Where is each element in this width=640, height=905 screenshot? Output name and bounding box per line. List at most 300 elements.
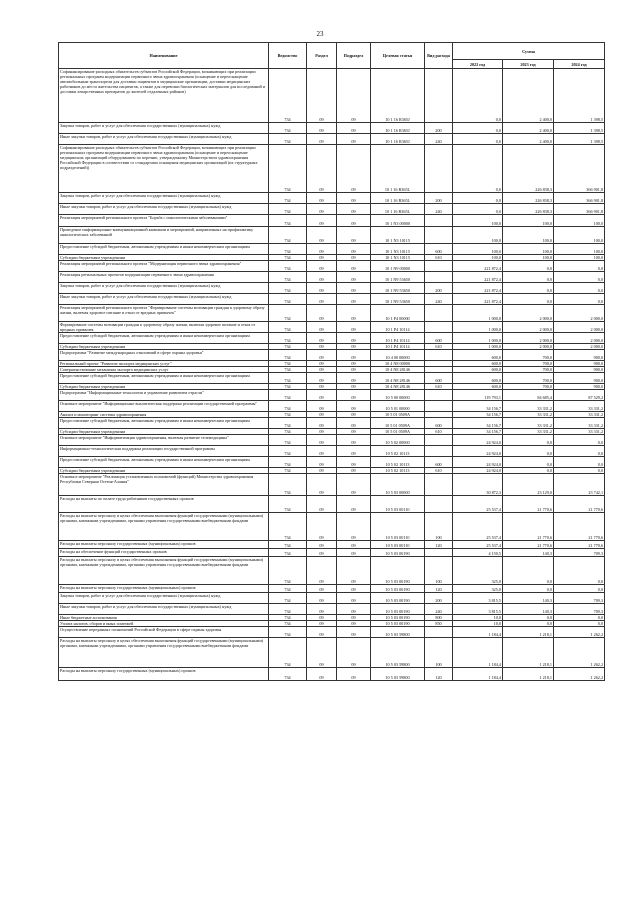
- row-vedomstvo: 734: [269, 541, 307, 549]
- row-sum-2022: 119 793,1: [453, 390, 503, 401]
- row-sum-2024: 709,3: [554, 604, 605, 615]
- row-sum-2024: 1 398,5: [554, 134, 605, 145]
- row-vid: [425, 446, 453, 457]
- table-row: [59, 496, 605, 513]
- row-name: Совершенствование механизма экспорта медицинских услуг: [59, 367, 269, 373]
- table-row: [59, 435, 605, 446]
- row-sum-2024: 2 000,0: [554, 322, 605, 333]
- row-podrazdel: 09: [337, 668, 371, 681]
- table-row: [59, 418, 605, 429]
- row-vid: 120: [425, 585, 453, 593]
- table-row: [59, 215, 605, 227]
- row-vid: [425, 435, 453, 446]
- row-vid: [425, 390, 453, 401]
- row-vid: [425, 227, 453, 244]
- row-sum-2024: 21 770,6: [554, 541, 605, 549]
- row-name: Реализация мероприятий регионального проекта "Формирование системы мотивации граждан к здоровому образу жизни, включая здоровое питание и отказ от вредных привычек": [59, 305, 269, 322]
- row-vid: 240: [425, 204, 453, 215]
- row-razdel: 09: [307, 621, 337, 627]
- row-sum-2023: 700,0: [503, 384, 554, 390]
- row-podrazdel: 09: [337, 446, 371, 457]
- row-sum-2023: 84 685,4: [503, 390, 554, 401]
- row-sum-2022: 24 924,0: [453, 468, 503, 474]
- row-sum-2024: 0,0: [554, 283, 605, 294]
- row-vid: 120: [425, 541, 453, 549]
- row-sum-2022: 0,0: [453, 193, 503, 204]
- row-celevaya: 10 5 03 00190: [371, 621, 425, 627]
- row-razdel: 09: [307, 272, 337, 283]
- table-row: [59, 513, 605, 541]
- row-vid: 800: [425, 615, 453, 621]
- row-sum-2024: 33 331,2: [554, 412, 605, 418]
- row-celevaya: 10 5 01 00000: [371, 401, 425, 412]
- row-sum-2024: 100,0: [554, 227, 605, 244]
- row-sum-2022: 600,0: [453, 350, 503, 361]
- row-vid: [425, 496, 453, 513]
- row-name: Закупка товаров, работ и услуг для обеспечения государственных (муниципальных) нужд: [59, 193, 269, 204]
- row-sum-2024: 33 331,2: [554, 401, 605, 412]
- row-name: Расходы на выплаты персоналу государственных (муниципальных) органов: [59, 668, 269, 681]
- table-row: [59, 627, 605, 638]
- row-sum-2024: 2 000,0: [554, 305, 605, 322]
- row-sum-2023: 0,0: [503, 446, 554, 457]
- row-vedomstvo: 734: [269, 384, 307, 390]
- header-vid: Вид расхода: [425, 43, 453, 69]
- row-sum-2024: 366 901,8: [554, 193, 605, 204]
- row-podrazdel: 09: [337, 344, 371, 350]
- row-vid: 610: [425, 429, 453, 435]
- row-razdel: 09: [307, 668, 337, 681]
- row-celevaya: 10 1 16 R365J: [371, 69, 425, 123]
- row-podrazdel: 09: [337, 390, 371, 401]
- row-razdel: 09: [307, 412, 337, 418]
- row-sum-2022: 10,0: [453, 615, 503, 621]
- row-celevaya: 10 5 03 00190: [371, 604, 425, 615]
- row-sum-2023: 100,0: [503, 215, 554, 227]
- row-razdel: 09: [307, 429, 337, 435]
- row-sum-2023: 2 000,0: [503, 333, 554, 344]
- row-vedomstvo: 734: [269, 668, 307, 681]
- table-row: [59, 593, 605, 604]
- row-vedomstvo: 734: [269, 412, 307, 418]
- row-celevaya: 10 1 16 R365J: [371, 134, 425, 145]
- budget-table: [58, 42, 605, 681]
- row-celevaya: 10 1 N3 10115: [371, 244, 425, 255]
- row-sum-2023: 21 770,6: [503, 541, 554, 549]
- row-podrazdel: 09: [337, 283, 371, 294]
- row-podrazdel: 09: [337, 604, 371, 615]
- row-celevaya: 10 5 03 00190: [371, 585, 425, 593]
- row-razdel: 09: [307, 261, 337, 272]
- row-sum-2023: 2 400,0: [503, 123, 554, 134]
- row-name: Реализация мероприятий регионального проекта "Модернизация первичного звена здравоохранения": [59, 261, 269, 272]
- row-sum-2023: 140,3: [503, 604, 554, 615]
- row-razdel: 09: [307, 468, 337, 474]
- row-vedomstvo: 734: [269, 557, 307, 585]
- row-name: Анализ и мониторинг системы здравоохранения: [59, 412, 269, 418]
- table-row: [59, 446, 605, 457]
- row-name: Предоставление субсидий бюджетным, автономным учреждениям и иным некоммерческим организациям: [59, 244, 269, 255]
- table-row: [59, 373, 605, 384]
- row-razdel: 09: [307, 305, 337, 322]
- row-sum-2024: 100,0: [554, 215, 605, 227]
- row-sum-2024: 87 529,2: [554, 390, 605, 401]
- row-podrazdel: 09: [337, 322, 371, 333]
- row-vid: 100: [425, 513, 453, 541]
- row-sum-2024: 1 262,2: [554, 638, 605, 668]
- row-sum-2024: 709,3: [554, 593, 605, 604]
- row-sum-2022: 34 156,7: [453, 418, 503, 429]
- row-celevaya: 10 5 03 00110: [371, 541, 425, 549]
- row-razdel: 09: [307, 549, 337, 557]
- row-name: Расходы на выплаты персоналу государственных (муниципальных) органов: [59, 541, 269, 549]
- row-sum-2024: 1 398,5: [554, 123, 605, 134]
- table-row: [59, 457, 605, 468]
- row-vedomstvo: 734: [269, 272, 307, 283]
- row-vedomstvo: 734: [269, 435, 307, 446]
- row-sum-2024: 0,0: [554, 294, 605, 305]
- row-podrazdel: 09: [337, 145, 371, 193]
- row-sum-2023: 2 400,0: [503, 69, 554, 123]
- table-row: [59, 272, 605, 283]
- row-sum-2023: 0,0: [503, 615, 554, 621]
- row-sum-2023: 33 331,2: [503, 418, 554, 429]
- row-podrazdel: 09: [337, 261, 371, 272]
- row-podrazdel: 09: [337, 367, 371, 373]
- table-row: [59, 333, 605, 344]
- row-podrazdel: 09: [337, 305, 371, 322]
- row-razdel: 09: [307, 585, 337, 593]
- row-vid: [425, 401, 453, 412]
- row-vedomstvo: 734: [269, 446, 307, 457]
- row-name: Субсидии бюджетным учреждениям: [59, 344, 269, 350]
- row-vedomstvo: 734: [269, 227, 307, 244]
- row-podrazdel: 09: [337, 549, 371, 557]
- row-celevaya: 10 5 03 59800: [371, 668, 425, 681]
- row-vedomstvo: 734: [269, 513, 307, 541]
- row-celevaya: 10 1 N9 53650: [371, 283, 425, 294]
- row-sum-2023: 0,0: [503, 557, 554, 585]
- row-sum-2022: 34 156,7: [453, 412, 503, 418]
- header-year-2024: 2024 год: [554, 60, 605, 69]
- row-celevaya: 10 5 03 00190: [371, 615, 425, 621]
- row-podrazdel: 09: [337, 418, 371, 429]
- row-razdel: 09: [307, 513, 337, 541]
- row-vid: 120: [425, 668, 453, 681]
- row-sum-2022: 25 537,4: [453, 496, 503, 513]
- row-name: Предоставление субсидий бюджетным, автономным учреждениям и иным некоммерческим организациям: [59, 457, 269, 468]
- row-sum-2023: 700,0: [503, 361, 554, 367]
- row-razdel: 09: [307, 638, 337, 668]
- row-name: Основное мероприятие "Реализация установленных полномочий (функций) Министерства здравоохранения Республики Северная Осетия-Алания": [59, 474, 269, 496]
- row-vid: [425, 272, 453, 283]
- row-vid: [425, 261, 453, 272]
- row-sum-2023: 1 218,1: [503, 627, 554, 638]
- row-name: Иные закупки товаров, работ и услуг для обеспечения государственных (муниципальных) нужд: [59, 134, 269, 145]
- row-sum-2023: 1 218,1: [503, 668, 554, 681]
- row-podrazdel: 09: [337, 350, 371, 361]
- row-sum-2024: 0,0: [554, 272, 605, 283]
- row-name: Расходы на выплаты персоналу государственных (муниципальных) органов: [59, 585, 269, 593]
- row-vedomstvo: 734: [269, 549, 307, 557]
- row-sum-2024: 0,0: [554, 261, 605, 272]
- row-podrazdel: 09: [337, 272, 371, 283]
- row-sum-2024: 366 901,8: [554, 145, 605, 193]
- row-vid: 200: [425, 283, 453, 294]
- row-name: Расходы на выплаты по оплате труда работников государственных органов: [59, 496, 269, 513]
- row-vid: 610: [425, 384, 453, 390]
- row-vedomstvo: 734: [269, 457, 307, 468]
- row-celevaya: 10 1 P4 10114: [371, 344, 425, 350]
- table-row: [59, 604, 605, 615]
- header-year-2023: 2023 год: [503, 60, 554, 69]
- row-vedomstvo: 734: [269, 193, 307, 204]
- row-sum-2023: 33 331,2: [503, 429, 554, 435]
- row-vid: 100: [425, 638, 453, 668]
- row-name: Реализация мероприятий регионального проекта "Борьба с онкологическими заболеваниями": [59, 215, 269, 227]
- row-sum-2023: 700,0: [503, 367, 554, 373]
- row-celevaya: 10 1 16 R365L: [371, 204, 425, 215]
- row-sum-2022: 1 000,0: [453, 344, 503, 350]
- row-name: Закупка товаров, работ и услуг для обеспечения государственных (муниципальных) нужд: [59, 593, 269, 604]
- row-razdel: 09: [307, 384, 337, 390]
- row-razdel: 09: [307, 446, 337, 457]
- row-celevaya: 10 4 N8 28146: [371, 384, 425, 390]
- row-sum-2023: 2 000,0: [503, 305, 554, 322]
- row-vedomstvo: 734: [269, 496, 307, 513]
- row-razdel: 09: [307, 435, 337, 446]
- row-sum-2022: 0,0: [453, 204, 503, 215]
- row-celevaya: 10 1 16 R365J: [371, 123, 425, 134]
- header-name: Наименование: [59, 43, 269, 69]
- row-name: Осуществление переданных полномочий Российской Федерации в сфере охраны здоровья: [59, 627, 269, 638]
- row-celevaya: 10 5 03 59800: [371, 627, 425, 638]
- row-sum-2022: 325,0: [453, 557, 503, 585]
- row-razdel: 09: [307, 541, 337, 549]
- row-vedomstvo: 734: [269, 123, 307, 134]
- row-vedomstvo: 734: [269, 621, 307, 627]
- header-summa: Сумма: [453, 43, 605, 60]
- row-celevaya: 10 1 P4 10114: [371, 333, 425, 344]
- row-vedomstvo: 734: [269, 145, 307, 193]
- table-row: [59, 549, 605, 557]
- row-sum-2022: 34 156,7: [453, 401, 503, 412]
- row-name: Подпрограмма "Развитие международных отношений в сфере охраны здоровья": [59, 350, 269, 361]
- row-podrazdel: 09: [337, 429, 371, 435]
- row-celevaya: 10 5 02 10113: [371, 468, 425, 474]
- row-sum-2022: 1 000,0: [453, 322, 503, 333]
- row-sum-2023: 21 770,6: [503, 513, 554, 541]
- row-sum-2024: 33 331,2: [554, 418, 605, 429]
- row-sum-2024: 23 742,1: [554, 474, 605, 496]
- table-row: [59, 294, 605, 305]
- row-celevaya: 10 5 02 00000: [371, 435, 425, 446]
- row-razdel: 09: [307, 367, 337, 373]
- row-vid: [425, 145, 453, 193]
- row-name: Уплата налогов, сборов и иных платежей: [59, 621, 269, 627]
- row-celevaya: 10 4 N8 28146: [371, 367, 425, 373]
- row-celevaya: 10 1 16 R365L: [371, 145, 425, 193]
- row-sum-2022: 221 872,4: [453, 261, 503, 272]
- row-podrazdel: 09: [337, 227, 371, 244]
- row-name: Иные бюджетные ассигнования: [59, 615, 269, 621]
- row-vid: 610: [425, 344, 453, 350]
- row-sum-2024: 900,0: [554, 373, 605, 384]
- row-sum-2022: 3 815,5: [453, 593, 503, 604]
- row-razdel: 09: [307, 145, 337, 193]
- row-name: Подпрограмма "Информационные технологии и управление развитием отрасли": [59, 390, 269, 401]
- row-podrazdel: 09: [337, 435, 371, 446]
- row-podrazdel: 09: [337, 457, 371, 468]
- row-sum-2023: 0,0: [503, 585, 554, 593]
- row-sum-2022: 1 184,4: [453, 668, 503, 681]
- row-celevaya: 10 1 N3 00000: [371, 215, 425, 227]
- row-podrazdel: 09: [337, 638, 371, 668]
- table-row: [59, 390, 605, 401]
- row-vid: 200: [425, 193, 453, 204]
- row-sum-2022: 0,0: [453, 145, 503, 193]
- row-vedomstvo: 734: [269, 638, 307, 668]
- row-sum-2023: 0,0: [503, 272, 554, 283]
- row-sum-2022: 4 150,5: [453, 549, 503, 557]
- row-sum-2022: 0,0: [453, 69, 503, 123]
- row-vid: 600: [425, 418, 453, 429]
- row-name: Основное мероприятие "Информатизация здравоохранения, включая развитие телемедицины": [59, 435, 269, 446]
- row-celevaya: 10 5 02 10113: [371, 457, 425, 468]
- row-name: Субсидии бюджетным учреждениям: [59, 384, 269, 390]
- row-razdel: 09: [307, 227, 337, 244]
- row-vid: [425, 549, 453, 557]
- row-celevaya: 10 5 03 00110: [371, 513, 425, 541]
- row-vedomstvo: 734: [269, 373, 307, 384]
- row-podrazdel: 09: [337, 244, 371, 255]
- row-vid: [425, 350, 453, 361]
- row-sum-2022: 0,0: [453, 134, 503, 145]
- table-row: [59, 305, 605, 322]
- row-celevaya: 10 5 00 00000: [371, 390, 425, 401]
- row-vedomstvo: 734: [269, 69, 307, 123]
- row-razdel: 09: [307, 373, 337, 384]
- row-sum-2022: 100,0: [453, 215, 503, 227]
- row-name: Расходы на обеспечение функций государственных органов: [59, 549, 269, 557]
- row-vid: 200: [425, 123, 453, 134]
- row-sum-2022: 1 184,4: [453, 638, 503, 668]
- row-vedomstvo: 734: [269, 429, 307, 435]
- row-vid: 850: [425, 621, 453, 627]
- row-name: Закупка товаров, работ и услуг для обеспечения государственных (муниципальных) нужд: [59, 123, 269, 134]
- row-sum-2024: 900,0: [554, 367, 605, 373]
- table-row: [59, 474, 605, 496]
- row-name: Иные закупки товаров, работ и услуг для обеспечения государственных (муниципальных) нужд: [59, 204, 269, 215]
- row-celevaya: 10 5 03 00190: [371, 549, 425, 557]
- row-sum-2023: 0,0: [503, 435, 554, 446]
- row-celevaya: 10 1 N9 00000: [371, 261, 425, 272]
- row-podrazdel: 09: [337, 123, 371, 134]
- header-vedomstvo: Ведомство: [269, 43, 307, 69]
- row-podrazdel: 09: [337, 384, 371, 390]
- row-celevaya: 10 1 N3 10115: [371, 227, 425, 244]
- row-vid: 100: [425, 557, 453, 585]
- table-row: [59, 145, 605, 193]
- row-vedomstvo: 734: [269, 468, 307, 474]
- row-podrazdel: 09: [337, 333, 371, 344]
- row-sum-2024: 900,0: [554, 350, 605, 361]
- row-vedomstvo: 734: [269, 474, 307, 496]
- row-razdel: 09: [307, 344, 337, 350]
- row-vedomstvo: 734: [269, 322, 307, 333]
- row-sum-2024: 0,0: [554, 621, 605, 627]
- row-name: Софинансирование расходных обязательств субъектов Российской Федерации, возникающих при реализации региональных программ модернизации первичного звена здравоохранения (оснащение и переоснащение медицинских организаций оборудованием по перечню, утвержденному Министерством здравоохранения Российской Федерации в соответствии со стандартами оснащения медицинских организаций (их структурных подразделений)): [59, 145, 269, 193]
- row-razdel: 09: [307, 204, 337, 215]
- row-sum-2022: 600,0: [453, 361, 503, 367]
- row-sum-2023: 226 838,3: [503, 204, 554, 215]
- row-sum-2024: 21 770,6: [554, 513, 605, 541]
- row-sum-2024: 100,0: [554, 244, 605, 255]
- row-name: Закупка товаров, работ и услуг для обеспечения государственных (муниципальных) нужд: [59, 283, 269, 294]
- row-vedomstvo: 734: [269, 401, 307, 412]
- row-razdel: 09: [307, 615, 337, 621]
- row-sum-2022: 25 537,4: [453, 513, 503, 541]
- row-celevaya: 10 5 01 0509А: [371, 429, 425, 435]
- row-sum-2022: 221 872,4: [453, 283, 503, 294]
- row-vedomstvo: 734: [269, 418, 307, 429]
- row-razdel: 09: [307, 627, 337, 638]
- table-row: [59, 204, 605, 215]
- row-sum-2022: 3 815,5: [453, 604, 503, 615]
- row-name: Иные закупки товаров, работ и услуг для обеспечения государственных (муниципальных) нужд: [59, 604, 269, 615]
- table-row: [59, 69, 605, 123]
- row-vedomstvo: 734: [269, 283, 307, 294]
- row-razdel: 09: [307, 401, 337, 412]
- row-sum-2023: 2 000,0: [503, 322, 554, 333]
- row-sum-2022: 1 000,0: [453, 305, 503, 322]
- row-sum-2024: 0,0: [554, 585, 605, 593]
- row-sum-2022: 10,0: [453, 621, 503, 627]
- row-podrazdel: 09: [337, 627, 371, 638]
- row-sum-2024: 21 770,6: [554, 496, 605, 513]
- row-sum-2023: 0,0: [503, 621, 554, 627]
- row-vedomstvo: 734: [269, 255, 307, 261]
- row-vid: [425, 627, 453, 638]
- row-podrazdel: 09: [337, 255, 371, 261]
- table-row: [59, 350, 605, 361]
- row-razdel: 09: [307, 350, 337, 361]
- row-sum-2023: 100,0: [503, 227, 554, 244]
- row-vedomstvo: 734: [269, 627, 307, 638]
- row-podrazdel: 09: [337, 557, 371, 585]
- row-celevaya: 10 5 01 0509А: [371, 412, 425, 418]
- row-celevaya: 10 5 02 10113: [371, 446, 425, 457]
- row-celevaya: 10 1 N9 53650: [371, 294, 425, 305]
- row-celevaya: 10 1 N3 10115: [371, 255, 425, 261]
- header-year-2022: 2022 год: [453, 60, 503, 69]
- row-podrazdel: 09: [337, 294, 371, 305]
- row-sum-2024: 2 000,0: [554, 333, 605, 344]
- row-razdel: 09: [307, 557, 337, 585]
- row-sum-2022: 34 156,7: [453, 429, 503, 435]
- row-podrazdel: 09: [337, 361, 371, 367]
- row-celevaya: 10 1 P4 10114: [371, 322, 425, 333]
- row-razdel: 09: [307, 244, 337, 255]
- row-razdel: 09: [307, 474, 337, 496]
- row-sum-2023: 0,0: [503, 294, 554, 305]
- row-sum-2022: 221 872,4: [453, 272, 503, 283]
- row-sum-2022: 100,0: [453, 255, 503, 261]
- row-sum-2023: 140,3: [503, 549, 554, 557]
- row-name: Реализация региональных проектов модернизации первичного звена здравоохранения: [59, 272, 269, 283]
- row-vid: 600: [425, 457, 453, 468]
- row-sum-2023: 100,0: [503, 255, 554, 261]
